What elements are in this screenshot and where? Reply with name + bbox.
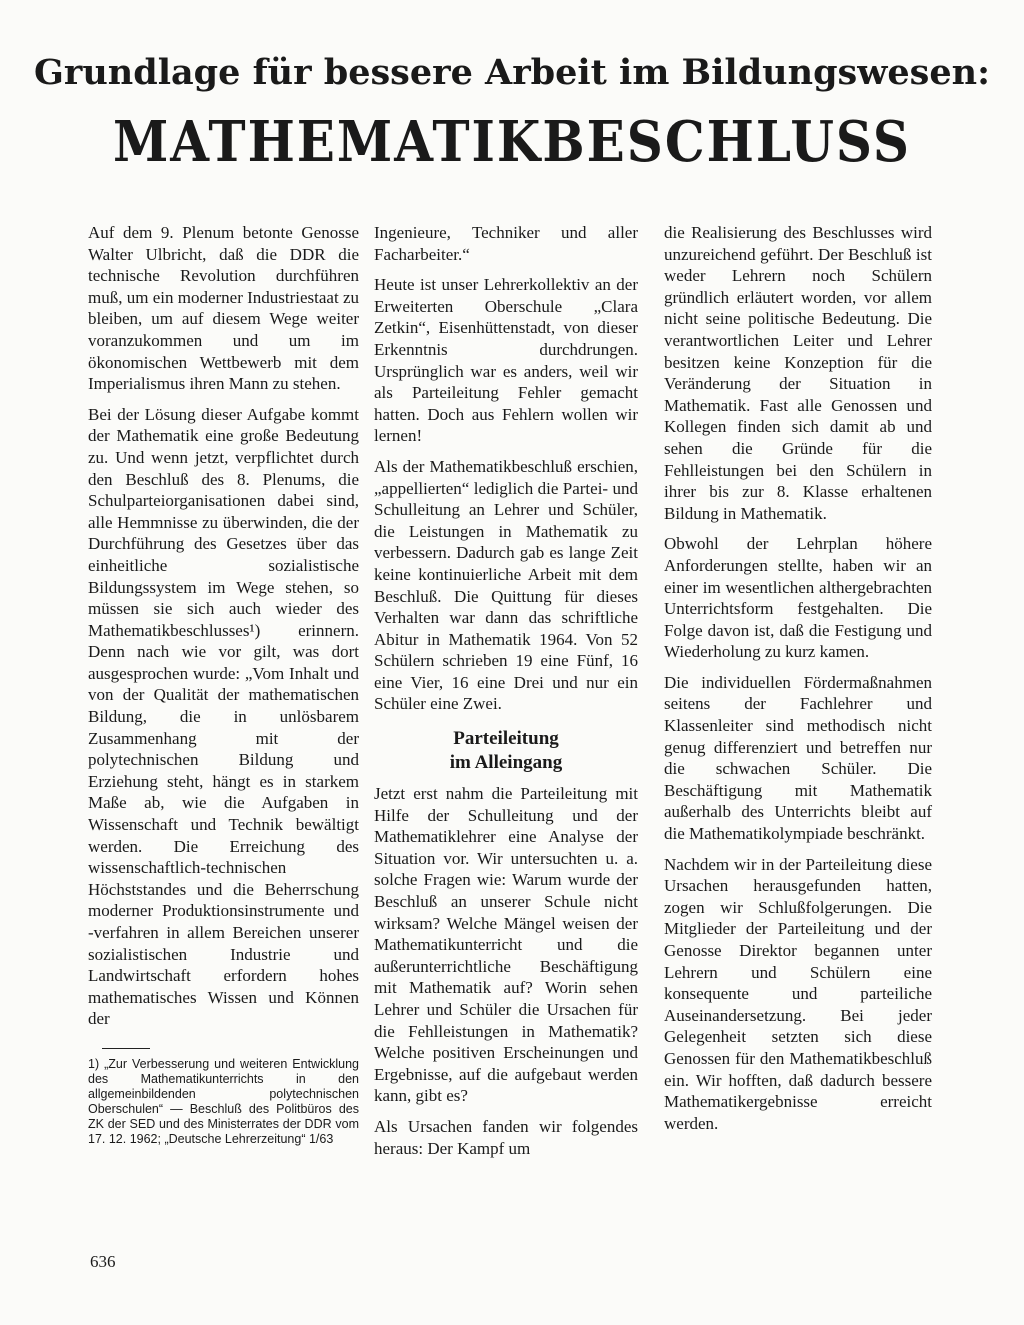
paragraph: Nachdem wir in der Parteileitung diese Ursachen herausgefunden hatten, zogen wir Schlußfolgerungen. Die Mitglieder der Parteileitung und der Genosse Direktor begannen unter Lehrern und Schülern eine konsequente und parteiliche Auseinandersetzung. Bei jeder Gelegenheit setzten sich diese Genossen für den Mathematikbeschluß ein. Wir hofften, daß dadurch bessere Mathematikergebnisse erreicht werden.	[664, 854, 932, 1133]
paragraph: Bei der Lösung dieser Aufgabe kommt der Mathematik eine große Bedeutung zu. Und wenn jetzt, verpflichtet durch den Beschluß des 8. Plenums, die Schulparteiorganisationen dabei sind, alle Hemmnisse zu überwinden, die der Durchführung des Gesetzes über das einheitliche sozialistische Bildungssystem im Wege stehen, so müssen sie sich auch wieder des Mathematikbeschlusses¹) erinnern. Denn nach wie vor gilt, was dort ausgesprochen wurde: „Vom Inhalt und von der Qualität der mathematischen Bildung, die in unlösbarem Zusammenhang mit der polytechnischen Bildung und Erziehung steht, hängt es in starkem Maße ab, wie die Aufgaben in Wissenschaft und Technik bewältigt werden. Die Erreichung des wissenschaftlich-technischen Höchststandes und die Beherrschung moderner Produktionsinstrumente und -verfahren in allem Bereichen unserer sozialistischen Industrie und Landwirtschaft erfordern hohes mathematisches Wissen und Können der	[88, 404, 359, 1029]
paragraph: Obwohl der Lehrplan höhere Anforderungen stellte, haben wir an einer im wesentlichen althergebrachten Unterrichtsform festgehalten. Die Folge davon ist, daß die Festigung und Wiederholung zu kurz kamen.	[664, 534, 932, 662]
paragraph: Ingenieure, Techniker und aller Facharbeiter.“	[374, 223, 638, 264]
article-subtitle: Grundlage für bessere Arbeit im Bildungswesen:	[34, 52, 990, 93]
column-1	[88, 222, 359, 1156]
paragraph: Die individuellen Fördermaßnahmen seitens der Fachlehrer und Klassenleiter sind methodisch nicht genug differenziert und betreffen nur die schwachen Schüler. Die Beschäftigung mit Mathematik außerhalb des Unterrichts bleibt auf die Mathematikolympiade beschränkt.	[664, 672, 932, 844]
section-heading-line-1: Parteileitung	[453, 728, 559, 750]
column-2	[374, 222, 638, 1168]
column-3	[664, 222, 932, 1143]
paragraph: Jetzt erst nahm die Parteileitung mit Hilfe der Schulleitung und der Mathematiklehrer eine Analyse der Situation vor. Wir untersuchten u. a. solche Fragen wie: Warum wurde der Beschluß an unserer Schule nicht wirksam? Welche Mängel weisen der Mathematikunterricht und die außerunterrichtliche Beschäftigung mit Mathematik auf? Worin sehen Lehrer und Schüler die Ursachen für die Fehlleistungen in Mathematik? Welche positiven Erscheinungen und Ergebnisse, auf die aufgebaut werden kann, gibt es?	[374, 784, 638, 1106]
paragraph: die Realisierung des Beschlusses wird unzureichend geführt. Der Beschluß ist weder Lehrern noch Schülern gründlich erläutert worden, vor allem nicht seine politische Bedeutung. Die verantwortlichen Leiter und Lehrer besitzen keine Konzeption für die Veränderung der Situation in Mathematik. Fast alle Genossen und Kollegen finden sich damit ab und sehen die Gründe für die Fehlleistungen bei den Schülern in ihrer bis zur 8. Klasse erhaltenen Bildung in Mathematik.	[664, 223, 932, 523]
paragraph: Auf dem 9. Plenum betonte Genosse Walter Ulbricht, daß die DDR die technische Revolution durchführen muß, um ein moderner Industriestaat zu bleiben, um auf diesem Wege weiter voranzukommen und um im ökonomischen Wettbewerb mit dem Imperialismus ihren Mann zu stehen.	[88, 223, 359, 394]
paragraph: Als der Mathematikbeschluß erschien, „appellierten“ lediglich die Partei- und Schulleitung an Lehrer und Schüler, die Leistungen in Mathematik zu verbessern. Dadurch gab es lange Zeit keine kontinuierliche Arbeit mit dem Beschluß. Die Quittung für dieses Verhalten war dann das schriftliche Abitur in Mathematik 1964. Von 52 Schülern schrieben 19 eine Fünf, 16 eine Vier, 16 eine Drei und nur ein Schüler eine Zwei.	[374, 456, 638, 714]
section-heading-line-2: im Alleingang	[449, 752, 563, 774]
article-title: MATHEMATIKBESCHLUSS	[112, 108, 912, 175]
page-number: 636	[90, 1252, 116, 1271]
footnote: 1) „Zur Verbesserung und weiteren Entwicklung des Mathematikunterrichts in den allgemeinbildenden polytechnischen Oberschulen“ — Beschluß des Politbüros des ZK der SED und des Ministerrates der DDR vom 17. 12. 1962; „Deutsche Lehrerzeitung“ 1/63	[88, 1056, 359, 1146]
paragraph: Als Ursachen fanden wir folgendes heraus: Der Kampf um	[374, 1116, 638, 1158]
paragraph: Heute ist unser Lehrerkollektiv an der Erweiterten Oberschule „Clara Zetkin“, Eisenhüttenstadt, von dieser Erkenntnis durchdrungen. Ursprünglich war es anders, weil wir als Parteileitung Fehler gemacht hatten. Doch aus Fehlern wollen wir lernen!	[374, 275, 638, 446]
footnote-divider	[102, 1048, 150, 1049]
section-heading	[374, 727, 638, 775]
